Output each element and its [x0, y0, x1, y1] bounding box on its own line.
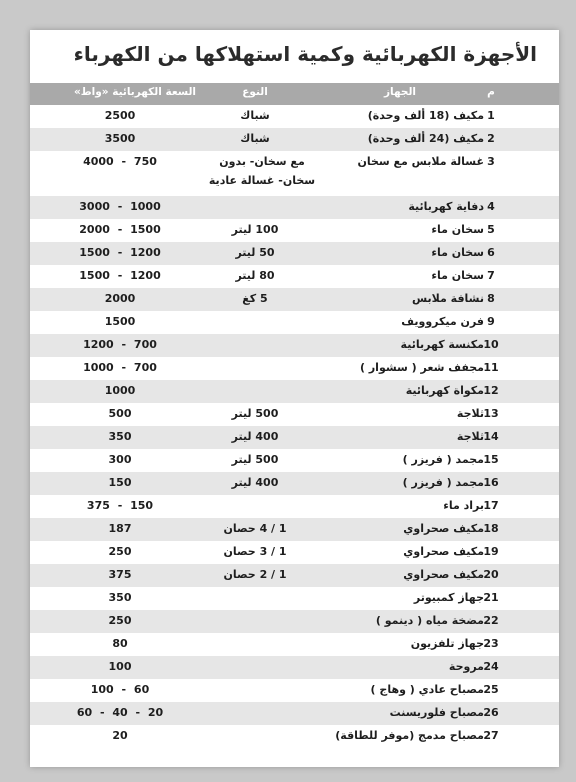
header-num: م — [487, 86, 495, 98]
row-power: 1500 — [104, 315, 136, 328]
row-power: 3500 — [104, 132, 136, 145]
document-sheet — [30, 30, 559, 767]
row-device: مجمد ( فريزر ) — [402, 453, 484, 466]
table-row — [30, 633, 559, 656]
row-number: 14 — [483, 430, 499, 443]
table-row — [30, 242, 559, 265]
row-device: مكواة كهربائية — [405, 384, 484, 397]
row-device: فرن ميكروويف — [401, 315, 484, 328]
row-number: 20 — [483, 568, 499, 581]
document-title: الأجهزة الكهربائية وكمية استهلاكها من الكهرباء — [73, 42, 537, 66]
table-row — [30, 702, 559, 725]
row-power: 80 — [112, 637, 128, 650]
row-number: 3 — [487, 155, 495, 168]
table-row — [30, 288, 559, 311]
row-device: ثلاجة — [456, 407, 484, 420]
row-number: 25 — [483, 683, 499, 696]
row-power: 2000 — [104, 292, 136, 305]
row-power: 60 - 40 - 20 — [76, 706, 164, 719]
table-row — [30, 426, 559, 449]
row-number: 18 — [483, 522, 499, 535]
row-number: 15 — [483, 453, 499, 466]
row-type: 400 ليتر — [231, 476, 279, 489]
row-device: سخان ماء — [431, 269, 484, 282]
row-device: مكيف صحراوي — [403, 568, 484, 581]
row-device: مجمد ( فريزر ) — [402, 476, 484, 489]
row-power: 375 - 150 — [86, 499, 154, 512]
row-device: غسالة ملابس مع سخان — [357, 155, 484, 168]
row-power: 4000 - 750 — [83, 155, 157, 168]
table-row — [30, 656, 559, 679]
row-device: مروحة — [448, 660, 484, 673]
row-device: مصباح فلوريسنت — [389, 706, 484, 719]
row-number: 7 — [487, 269, 495, 282]
row-type: شباك — [240, 132, 270, 145]
table-row — [30, 495, 559, 518]
row-device: مكيف (18 ألف وحدة) — [367, 109, 484, 122]
row-number: 16 — [483, 476, 499, 489]
row-number: 12 — [483, 384, 499, 397]
row-power: 150 — [108, 476, 132, 489]
row-device: سخان ماء — [431, 246, 484, 259]
row-device: جهاز كمبيوتر — [413, 591, 484, 604]
table-body — [30, 105, 559, 748]
row-power: 1500 - 1200 — [79, 246, 161, 259]
table-row — [30, 472, 559, 495]
row-type: شباك — [240, 109, 270, 122]
row-number: 11 — [483, 361, 499, 374]
row-number: 5 — [487, 223, 495, 236]
row-number: 19 — [483, 545, 499, 558]
row-power: 1000 — [104, 384, 136, 397]
row-number: 17 — [483, 499, 499, 512]
row-number: 26 — [483, 706, 499, 719]
row-number: 13 — [483, 407, 499, 420]
row-power: 375 — [108, 568, 132, 581]
row-type: 5 كغ — [242, 292, 268, 305]
row-number: 8 — [487, 292, 495, 305]
row-device: مكيف صحراوي — [403, 522, 484, 535]
row-device: مجفف شعر ( سشوار ) — [359, 361, 484, 374]
row-type: 500 ليتر — [231, 407, 279, 420]
row-number: 1 — [487, 109, 495, 122]
row-power: 3000 - 1000 — [79, 200, 161, 213]
row-device: دفاية كهربائية — [408, 200, 484, 213]
row-device: جهاز تلفزيون — [410, 637, 484, 650]
table-row — [30, 334, 559, 357]
table-row — [30, 380, 559, 403]
table-row — [30, 219, 559, 242]
table-row — [30, 105, 559, 128]
table-row — [30, 725, 559, 748]
row-power: 250 — [108, 545, 132, 558]
row-power: 300 — [108, 453, 132, 466]
table-row — [30, 196, 559, 219]
row-number: 22 — [483, 614, 499, 627]
row-number: 24 — [483, 660, 499, 673]
row-type: 1 / 3 حصان — [223, 545, 287, 558]
table-row — [30, 128, 559, 151]
row-device: مكنسة كهربائية — [400, 338, 484, 351]
row-power: 2500 — [104, 109, 136, 122]
row-power: 20 — [112, 729, 128, 742]
table-row — [30, 518, 559, 541]
row-power: 1200 - 700 — [83, 338, 157, 351]
row-type: 50 ليتر — [235, 246, 275, 259]
row-type: 400 ليتر — [231, 430, 279, 443]
row-device: براد ماء — [443, 499, 484, 512]
table-row — [30, 610, 559, 633]
row-device: مكيف صحراوي — [403, 545, 484, 558]
table-row — [30, 679, 559, 702]
header-device: الجهاز — [383, 86, 417, 98]
table-row — [30, 357, 559, 380]
row-type: 1 / 4 حصان — [223, 522, 287, 535]
row-power: 1500 - 1200 — [79, 269, 161, 282]
row-power: 500 — [108, 407, 132, 420]
row-power: 1000 - 700 — [83, 361, 157, 374]
row-number: 21 — [483, 591, 499, 604]
header-power: السعة الكهربائية «واط» — [73, 86, 197, 98]
table-row — [30, 311, 559, 334]
row-device: مصباح عادي ( وهاج ) — [370, 683, 484, 696]
row-power: 100 - 60 — [90, 683, 150, 696]
row-power: 350 — [108, 591, 132, 604]
row-number: 10 — [483, 338, 499, 351]
table-header — [30, 83, 559, 105]
row-power: 100 — [108, 660, 132, 673]
header-type: النوع — [242, 86, 268, 98]
row-device: مضخة مياه ( دينمو ) — [375, 614, 484, 627]
row-type: 80 ليتر — [235, 269, 275, 282]
row-device: مصباح مدمج (موفر للطاقة) — [335, 729, 484, 742]
row-device: مكيف (24 ألف وحدة) — [367, 132, 484, 145]
row-number: 4 — [487, 200, 495, 213]
row-number: 9 — [487, 315, 495, 328]
row-type: 1 / 2 حصان — [223, 568, 287, 581]
table-row — [30, 541, 559, 564]
row-power: 2000 - 1500 — [79, 223, 161, 236]
row-power: 187 — [108, 522, 132, 535]
table-row — [30, 564, 559, 587]
table-row — [30, 449, 559, 472]
row-number: 27 — [483, 729, 499, 742]
row-power: 250 — [108, 614, 132, 627]
row-device: نشافة ملابس — [412, 292, 484, 305]
row-power: 350 — [108, 430, 132, 443]
table-row — [30, 265, 559, 288]
row-number: 2 — [487, 132, 495, 145]
table-row — [30, 587, 559, 610]
table-row — [30, 151, 559, 196]
row-device: ثلاجة — [456, 430, 484, 443]
row-type: 100 ليتر — [231, 223, 279, 236]
table-row — [30, 403, 559, 426]
row-number: 6 — [487, 246, 495, 259]
row-device: سخان ماء — [431, 223, 484, 236]
row-number: 23 — [483, 637, 499, 650]
row-type: مع سخان- بدون سخان- غسالة عادية — [208, 155, 316, 187]
row-type: 500 ليتر — [231, 453, 279, 466]
